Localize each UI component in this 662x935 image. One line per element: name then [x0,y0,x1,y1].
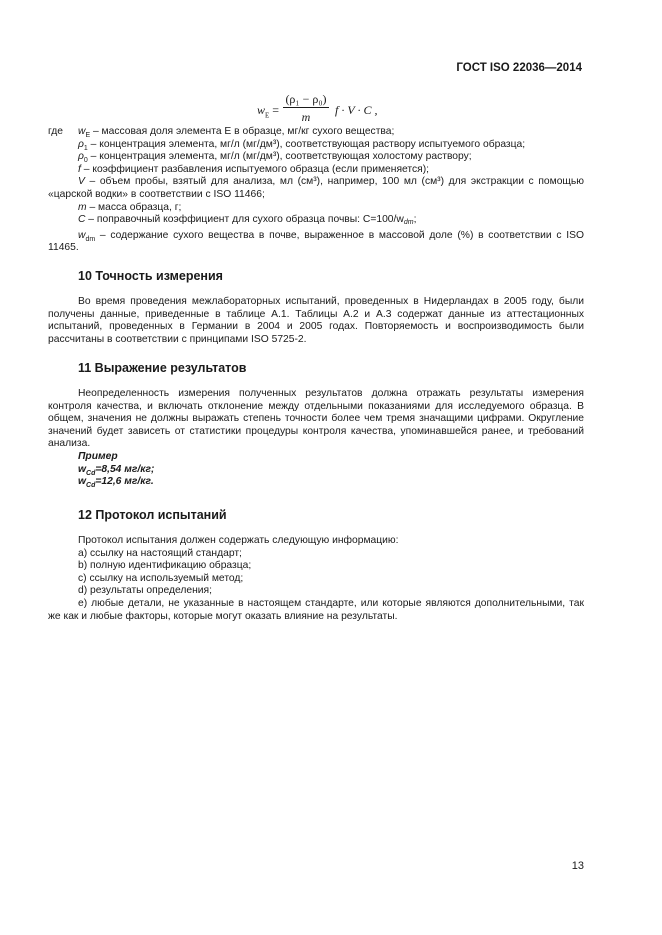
formula-numerator: (ρ₁ − ρ₀) [285,92,327,106]
list-item: c) ссылку на используемый метод; [78,572,244,584]
formula-denominator: m [301,110,311,124]
section-12-body: Протокол испытания должен содержать следующую информацию: а) ссылку на настоящий стандарт; b) полную идентификацию образца; c) ссылку на используемый метод; d) результаты определения; e) любые детали, не указанные в настоящем стандарте, или которые являются дополнительными, так же как и любые факторы, которые могут оказать влияние на результаты. [48,535,584,622]
legend-block [48,126,584,255]
section-11-body: Неопределенность измерения полученных результатов должна отражать результаты измерения контроля качества, и включать отклонение между отдельными показаниями для исследуемого образца. В общем, значения не должны выражать степень точности более чем тремя значащими цифрами. Округление значений будет зависеть от статистики процедуры контроля качества, упоминавшейся ранее, и требований анализа. Пример $w_{Cd}=8,54$ мг/кг; $w_{Cd}=12,6$ мг/кг. [48,388,584,490]
section-10-body: Во время проведения межлабораторных испытаний, проведенных в Нидерландах в 2005 году, были получены данные, приведенные в таблице А.1. Таблицы А.2 и А.3 содержат данные из аттестационных испытаний, проведенных в Германии в 2004 и 2005 годах. Повторяемость и воспроизводимость были рассчитаны в соответствии с принципами ISO 5725-2. [48,296,584,345]
legend-line: $\rho_1$ – концентрация элемента, мг/л (мг/дм³), соответствующая раствору испытуемого образца; [78,138,526,152]
list-item: b) полную идентификацию образца; [78,560,252,572]
legend-line: m – масса образца, г; [78,201,182,213]
legend-line: C – поправочный коэффициент для сухого образца почвы: C=100/wdm; [78,214,417,227]
formula-fraction [282,91,330,126]
legend-line: f – коэффициент разбавления испытуемого образца (если применяется); [78,163,430,175]
where-word: где [48,126,64,137]
list-item: d) результаты определения; [78,585,212,597]
formula-lhs: $w_E$ = [257,103,280,120]
standard-header: ГОСТ ISO 22036—2014 [456,62,582,74]
legend-line: $\rho_0$ – концентрация элемента, мг/л (мг/дм³), соответствующая холостому раствору; [78,151,472,165]
example-line: $w_{Cd}=12,6$ мг/кг. [78,476,154,490]
legend-line: V – объем пробы, взятый для анализа, мл (см³), например, 100 мл (см³) для экстракции с помощью «царской водки» в соответствии с ISO 11466; [48,176,584,200]
legend-line: $w_{dm}$ – содержание сухого вещества в почве, выраженное в массовой доле (%) в соответствии с ISO 11465. [48,229,584,254]
example-label: Пример [78,450,118,462]
list-item: e) любые детали, не указанные в настоящем стандарте, или которые являются дополнительными, так же как и любые факторы, которые могут оказать влияние на результаты. [48,597,584,622]
page-number: 13 [571,860,584,872]
section-11-title: 11 Выражение результатов [78,361,247,375]
legend-line: где $w_E$ – массовая доля элемента E в образце, мг/кг сухого вещества; [48,126,395,140]
list-item: а) ссылку на настоящий стандарт; [78,547,242,559]
example-line: $w_{Cd}=8,54$ мг/кг; [78,463,155,477]
section-10-title: 10 Точность измерения [78,269,223,283]
section-12-title: 12 Протокол испытаний [78,508,227,522]
formula-rhs: f · V · C , [335,103,378,117]
